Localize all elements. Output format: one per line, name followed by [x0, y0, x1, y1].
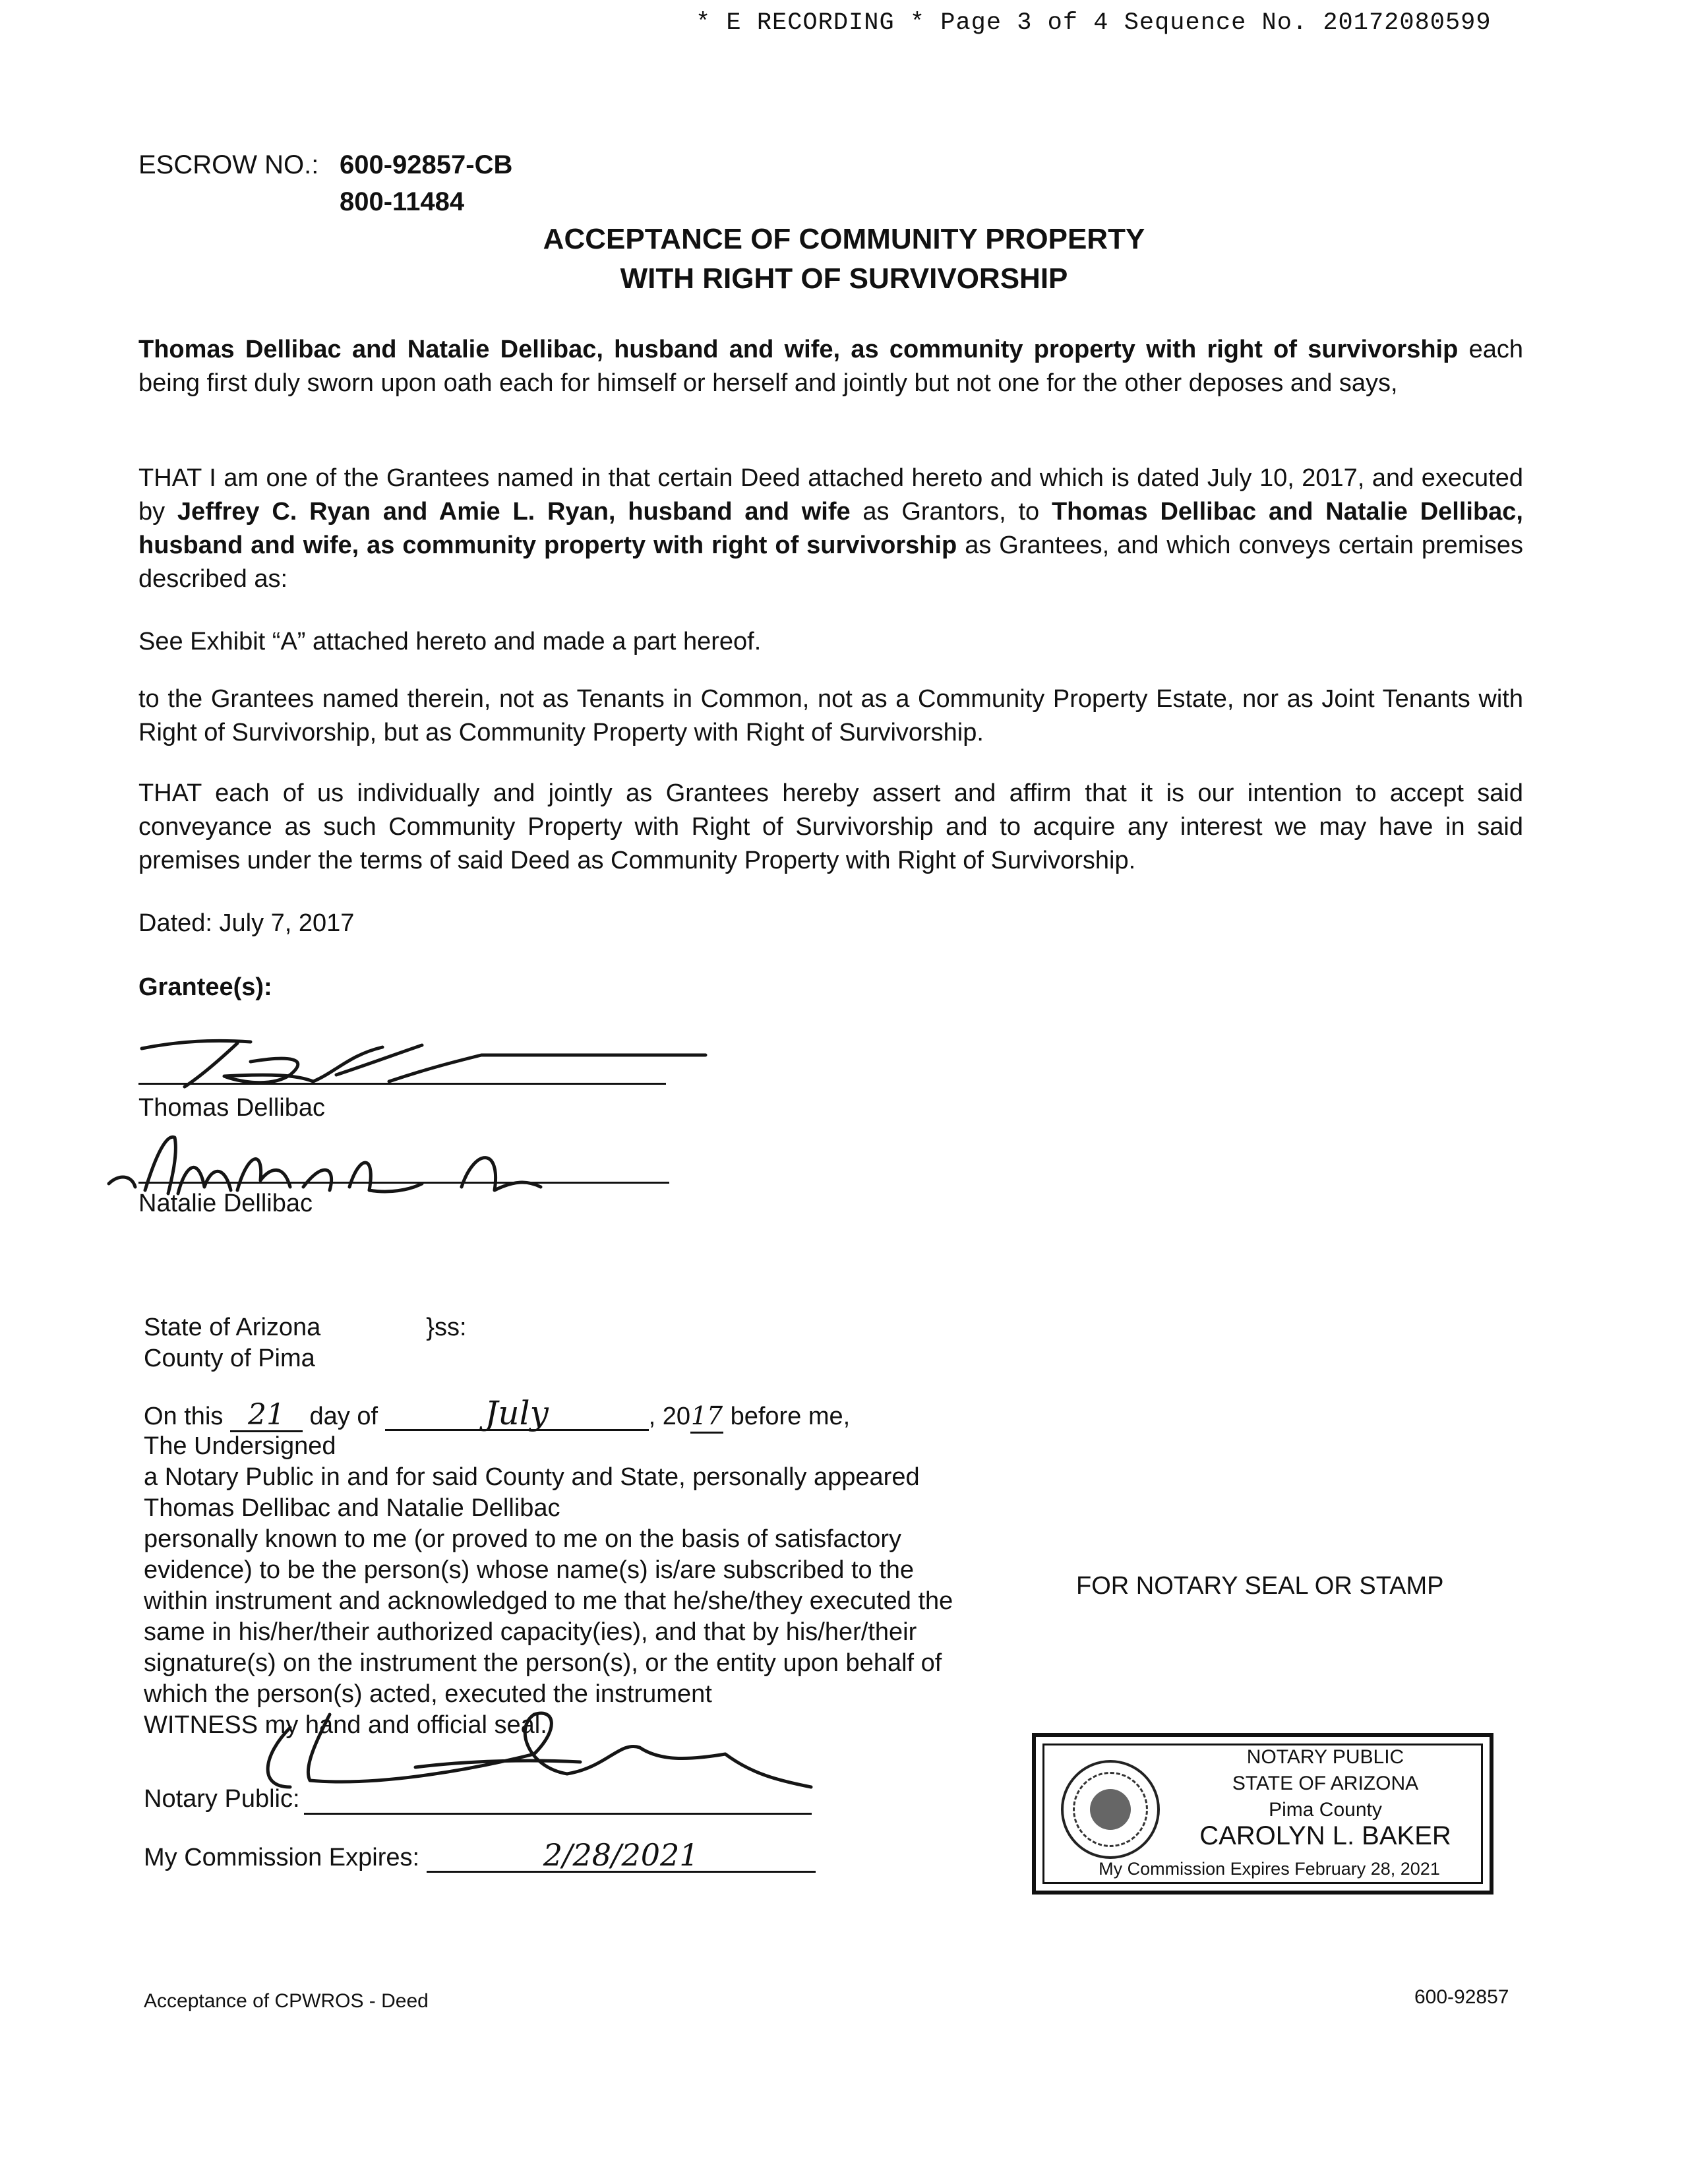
venue-county: County of Pima: [144, 1345, 315, 1372]
notary-body: The Undersigned a Notary Public in and for said County and State, personally appeared Thomas Dellibac and Natalie Dellibac personally known to me (or proved to me on the basis of satisfactory evidence) to be the person(s) whose name(s) is/are subscribed to the within instrument and acknowledged to me that he/she/they executed the same in his/her/their authorized capacity(ies), and that by his/her/their signature(s) on the instrument the person(s), or the entity upon behalf of which the person(s) acted, executed the instrument WITNESS my hand and official seal.: [144, 1432, 953, 1739]
recording-header: * E RECORDING * Page 3 of 4 Sequence No. 20172080599: [696, 9, 1492, 37]
escrow-number-2: 800-11484: [340, 187, 465, 216]
signer-name-natalie: Natalie Dellibac: [138, 1190, 313, 1217]
signature-thomas: [138, 1035, 673, 1088]
handwritten-month: July: [385, 1398, 649, 1431]
notary-stamp: [1032, 1733, 1493, 1895]
signature-natalie: [106, 1128, 673, 1187]
stamp-expiration: My Commission Expires February 28, 2021: [1099, 1859, 1440, 1879]
dated-line: Dated: July 7, 2017: [138, 909, 355, 937]
escrow-block: [138, 146, 512, 220]
notary-date-line: On this 21 day of July , 2017 before me,: [144, 1394, 851, 1432]
stamp-county: Pima County: [1269, 1799, 1382, 1821]
notary-seal-emblem: [1061, 1760, 1160, 1859]
document-title-line-1: ACCEPTANCE OF COMMUNITY PROPERTY: [543, 223, 1145, 255]
notary-public-line: Notary Public:: [144, 1784, 1067, 1815]
paragraph-deed: THAT I am one of the Grantees named in that certain Deed attached hereto and which is dated July 10, 2017, and executed by Jeffrey C. Ryan and Amie L. Ryan, husband and wife as Grantors, to Thomas Dellibac and Natalie Dellibac, husband and wife, as community property with right of survivorship as Grantees, and which conveys certain premises described as:: [138, 464, 1523, 593]
paragraph-grantees: Thomas Dellibac and Natalie Dellibac, husband and wife, as community property with right of survivorship each being first duly sworn upon oath each for himself or herself and jointly but not one for the other deposes and says,: [138, 336, 1523, 397]
footer-document-name: Acceptance of CPWROS - Deed: [144, 1990, 429, 2012]
stamp-title: NOTARY PUBLIC: [1246, 1746, 1404, 1768]
venue-state: State of Arizona: [144, 1314, 321, 1341]
footer-escrow-number: 600-92857: [1414, 1986, 1509, 2008]
venue-ss: }ss:: [426, 1314, 467, 1341]
handwritten-day: 21: [230, 1399, 303, 1432]
notary-signature: [251, 1688, 844, 1794]
paragraph-tenancy: to the Grantees named therein, not as Tenants in Common, not as a Community Property Estate, nor as Joint Tenants with Right of Survivorship, but as Community Property with Right of Survivorship.: [138, 685, 1523, 746]
stamp-state: STATE OF ARIZONA: [1232, 1773, 1419, 1794]
handwritten-year: 17: [690, 1401, 723, 1434]
escrow-number: 600-92857-CB: [340, 150, 513, 179]
escrow-label: ESCROW NO.:: [138, 150, 319, 179]
paragraph-exhibit: See Exhibit “A” attached hereto and made a part hereof.: [138, 628, 762, 655]
paragraph-affirmation: THAT each of us individually and jointly as Grantees hereby assert and affirm that it is our intention to accept said conveyance as such Community Property with Right of Survivorship and to acquire any interest we may have in said premises under the terms of said Deed as Community Property with Right of Survivorship.: [138, 779, 1523, 874]
document-title-line-2: WITH RIGHT OF SURVIVORSHIP: [620, 262, 1068, 295]
notary-venue: [144, 1312, 1067, 1374]
grantees-label: Grantee(s):: [138, 973, 272, 1001]
seal-placeholder-label: FOR NOTARY SEAL OR STAMP: [1076, 1572, 1444, 1600]
signer-name-thomas: Thomas Dellibac: [138, 1094, 325, 1122]
handwritten-commission-date: 2/28/2021: [427, 1840, 816, 1873]
stamp-notary-name: CAROLYN L. BAKER: [1199, 1821, 1451, 1850]
commission-expires-line: My Commission Expires: 2/28/2021: [144, 1840, 1067, 1873]
